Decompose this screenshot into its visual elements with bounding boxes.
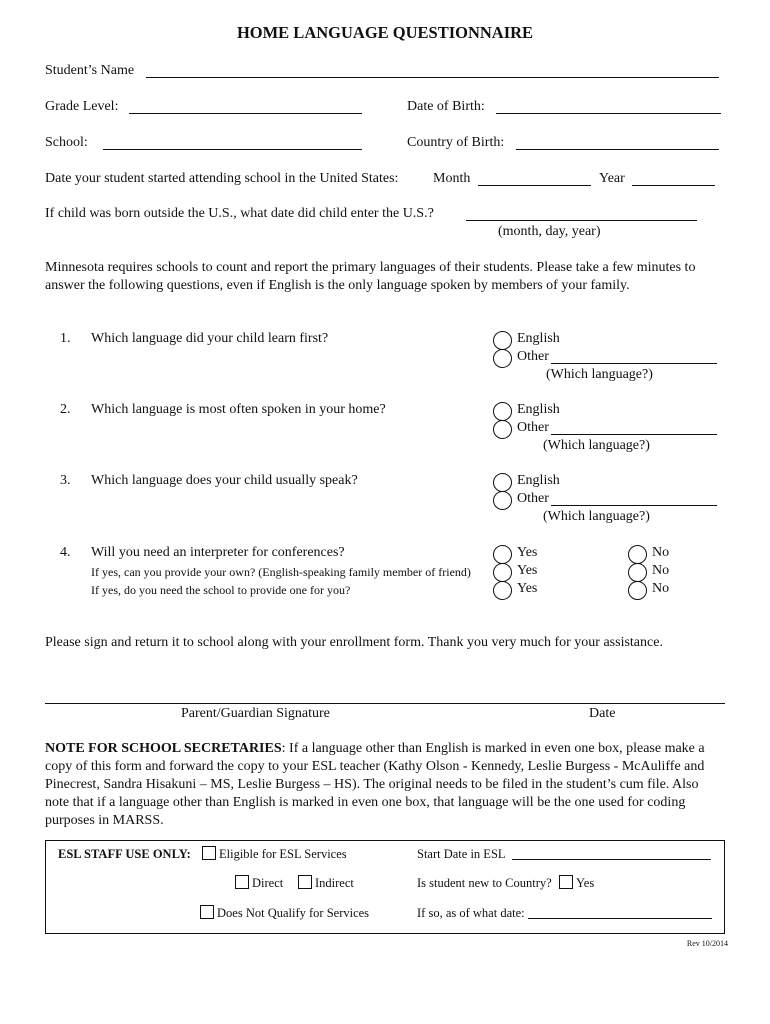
signature-line[interactable] (45, 703, 725, 704)
q4a-no-label: No (652, 563, 670, 578)
q1-other-radio[interactable] (493, 349, 512, 368)
entered-us-label: If child was born outside the U.S., what date did child enter the U.S.? (45, 206, 434, 221)
q4-no-radio[interactable] (628, 545, 647, 564)
if-so-date-field[interactable] (528, 918, 712, 919)
question-2-number: 2. (60, 402, 71, 417)
school-label: School: (45, 135, 88, 150)
staff-heading: ESL STAFF USE ONLY: (58, 847, 191, 861)
start-date-label: Start Date in ESL (417, 847, 506, 861)
q1-english-radio[interactable] (493, 331, 512, 350)
q3-other-label: Other (517, 491, 549, 506)
country-of-birth-field[interactable] (516, 149, 719, 150)
q3-which-language-hint: (Which language?) (543, 509, 650, 524)
indirect-checkbox[interactable] (298, 875, 312, 889)
question-1-number: 1. (60, 331, 71, 346)
q4b-no-radio[interactable] (628, 581, 647, 600)
q1-other-field[interactable] (551, 363, 717, 364)
q2-english-label: English (517, 402, 560, 417)
us-start-date-label: Date your student started attending school in the United States: (45, 171, 399, 186)
eligible-option[interactable] (202, 845, 347, 863)
question-2-text: Which language is most often spoken in your home? (91, 402, 386, 417)
question-3-text: Which language does your child usually speak? (91, 473, 358, 488)
question-4-sub1: If yes, can you provide your own? (English-speaking family member of friend) (91, 565, 471, 579)
q2-other-radio[interactable] (493, 420, 512, 439)
q4b-no-label: No (652, 581, 670, 596)
q1-which-language-hint: (Which language?) (546, 367, 653, 382)
date-of-birth-label: Date of Birth: (407, 99, 485, 114)
note-paragraph (45, 740, 725, 830)
indirect-label: Indirect (315, 876, 354, 890)
student-name-field[interactable] (146, 77, 719, 78)
q4a-yes-radio[interactable] (493, 563, 512, 582)
q3-english-radio[interactable] (493, 473, 512, 492)
not-qualify-label: Does Not Qualify for Services (217, 906, 370, 920)
intro-paragraph: Minnesota requires schools to count and report the primary languages of their students. Please take a few minutes to answer the following questions, even if English is the only language spoken by members of your family. (45, 260, 696, 293)
question-1-text: Which language did your child learn first? (91, 331, 329, 346)
q3-other-field[interactable] (551, 505, 717, 506)
direct-label: Direct (252, 876, 284, 890)
eligible-checkbox[interactable] (202, 846, 216, 860)
q4a-yes-label: Yes (517, 563, 538, 578)
q4a-no-radio[interactable] (628, 563, 647, 582)
new-to-country-yes-label: Yes (576, 876, 595, 890)
q1-other-label: Other (517, 349, 549, 364)
q2-which-language-hint: (Which language?) (543, 438, 650, 453)
q2-other-field[interactable] (551, 434, 717, 435)
revision-label: Rev 10/2014 (686, 939, 728, 948)
eligible-label: Eligible for ESL Services (219, 847, 347, 861)
country-of-birth-label: Country of Birth: (407, 135, 505, 150)
grade-level-label: Grade Level: (45, 99, 119, 114)
esl-staff-box (45, 840, 725, 934)
new-to-country-label: Is student new to Country? (417, 876, 552, 890)
school-field[interactable] (103, 149, 362, 150)
q4-yes-label: Yes (517, 545, 538, 560)
entered-us-hint: (month, day, year) (498, 224, 601, 239)
note-body: : If a language other than English is marked in even one box, please make a copy of this form and forward the copy to your ESL teacher (Kathy Olson - Kennedy, Leslie Burgess - McAuliffe and Pinecrest, Sandra Hisakuni – MS, Leslie Burgess – HS). The original needs to be filed in the student’s cum file. Also note that if a language other than English is marked in even one box, that language will be the one used for coding purposes in MARSS. (45, 741, 705, 828)
entered-us-field[interactable] (466, 220, 697, 221)
date-of-birth-field[interactable] (496, 113, 721, 114)
if-so-date-label: If so, as of what date: (417, 906, 525, 920)
question-4-sub2: If yes, do you need the school to provide one for you? (91, 583, 351, 597)
new-to-country-option[interactable] (559, 874, 594, 892)
q2-other-label: Other (517, 420, 549, 435)
question-3-number: 3. (60, 473, 71, 488)
signature-date-label: Date (589, 706, 616, 721)
grade-level-field[interactable] (129, 113, 362, 114)
note-heading: NOTE FOR SCHOOL SECRETARIES (45, 741, 282, 756)
form-title: HOME LANGUAGE QUESTIONNAIRE (236, 23, 534, 42)
q4-no-label: No (652, 545, 670, 560)
direct-checkbox[interactable] (235, 875, 249, 889)
year-field[interactable] (632, 185, 715, 186)
q2-english-radio[interactable] (493, 402, 512, 421)
month-label: Month (433, 171, 471, 186)
student-name-label: Student’s Name (45, 63, 135, 78)
q4b-yes-radio[interactable] (493, 581, 512, 600)
year-label: Year (599, 171, 625, 186)
question-4-text: Will you need an interpreter for conferences? (91, 545, 345, 560)
closing-text: Please sign and return it to school along with your enrollment form. Thank you very much for your assistance. (45, 635, 663, 650)
direct-option[interactable] (235, 874, 283, 892)
q4b-yes-label: Yes (517, 581, 538, 596)
start-date-field[interactable] (512, 859, 711, 860)
q3-english-label: English (517, 473, 560, 488)
indirect-option[interactable] (298, 874, 354, 892)
new-to-country-checkbox[interactable] (559, 875, 573, 889)
q4-yes-radio[interactable] (493, 545, 512, 564)
month-field[interactable] (478, 185, 591, 186)
not-qualify-option[interactable] (200, 904, 369, 922)
q1-english-label: English (517, 331, 560, 346)
q3-other-radio[interactable] (493, 491, 512, 510)
not-qualify-checkbox[interactable] (200, 905, 214, 919)
signature-label: Parent/Guardian Signature (181, 706, 330, 721)
question-4-number: 4. (60, 545, 71, 560)
